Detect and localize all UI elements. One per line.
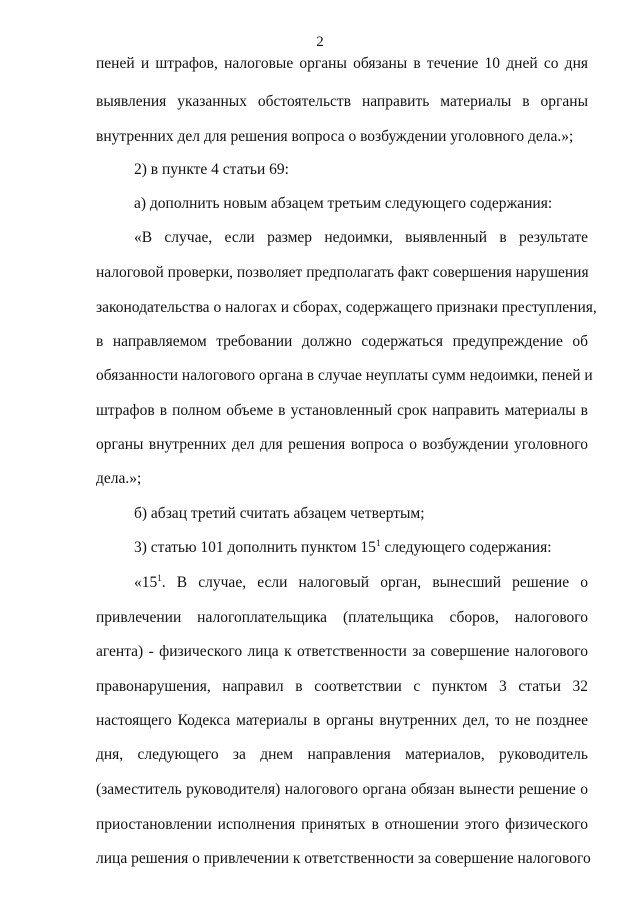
text-line: «В случае, если размер недоимки, выявленный в результате (134, 229, 588, 246)
text-line: в направляемом требовании должно содержаться предупреждение об (96, 333, 588, 350)
text-segment: 3) статью 101 дополнить пунктом 15 (134, 539, 376, 556)
text-line: агента) - физического лица к ответственности за совершение налогового (96, 643, 588, 660)
text-line: выявления указанных обстоятельств направить материалы в органы (96, 93, 588, 110)
text-line: законодательства о налогах и сборах, содержащего признаки преступления, (96, 299, 597, 316)
text-line: 2) в пункте 4 статьи 69: (134, 161, 289, 178)
text-line: привлечении налогоплательщика (плательщика сборов, налогового (96, 609, 588, 626)
superscript: 1 (375, 538, 381, 548)
text-line: дня, следующего за днем направления материалов, руководитель (96, 746, 588, 763)
text-line: органы внутренних дел для решения вопроса о возбуждении уголовного (96, 436, 588, 453)
text-line: а) дополнить новым абзацем третьим следующего содержания: (134, 195, 553, 212)
text-segment: «15 (134, 574, 158, 591)
superscript: 1 (157, 573, 162, 583)
text-segment: . В случае, если налоговый орган, вынесший решение о (161, 574, 588, 591)
page-number: 2 (316, 34, 324, 50)
text-line: пеней и штрафов, налоговые органы обязаны в течение 10 дней со дня (96, 55, 588, 72)
text-line: правонарушения, направил в соответствии с пунктом 3 статьи 32 (96, 678, 588, 695)
text-line: настоящего Кодекса материалы в органы внутренних дел, то не позднее (96, 712, 588, 729)
text-line: внутренних дел для решения вопроса о возбуждении уголовного дела.»; (96, 128, 574, 145)
text-line (134, 538, 588, 558)
text-line: б) абзац третий считать абзацем четвертым; (134, 505, 425, 522)
text-line: (заместитель руководителя) налогового органа обязан вынести решение о (96, 781, 588, 798)
text-segment: следующего содержания: (380, 539, 552, 556)
text-line: дела.»; (96, 470, 142, 487)
text-line: лица решения о привлечении к ответственности за совершение налогового (96, 850, 591, 867)
text-line: штрафов в полном объеме в установленный срок направить материалы в (96, 402, 588, 419)
text-line: приостановлении исполнения принятых в отношении этого физического (96, 816, 588, 833)
text-line (134, 573, 588, 593)
text-line: налоговой проверки, позволяет предполагать факт совершения нарушения (96, 264, 589, 281)
text-line: обязанности налогового органа в случае неуплаты сумм недоимки, пеней и (96, 367, 593, 384)
